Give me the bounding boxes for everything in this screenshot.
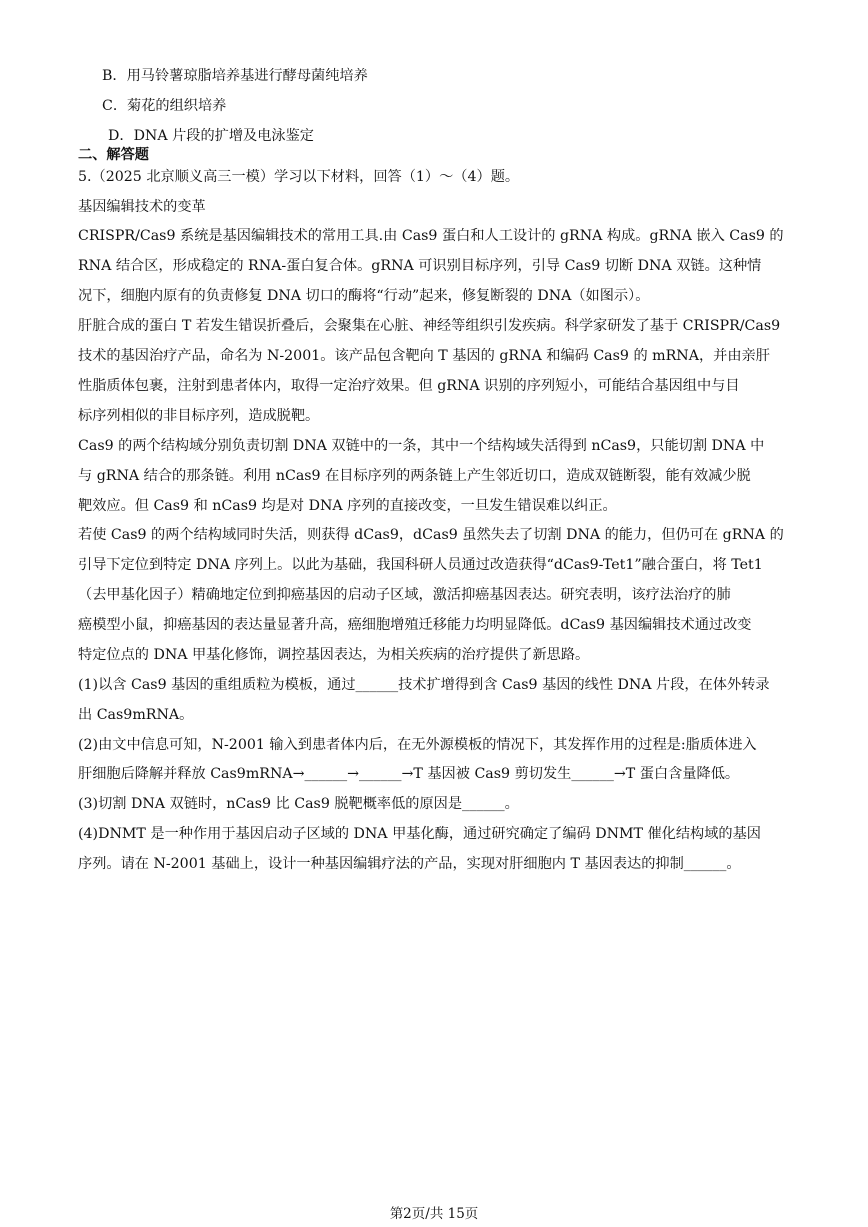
paragraph3-line: 与 gRNA 结合的那条链。利用 nCas9 在目标序列的两条链上产生邻近切口，造成双链断裂，能有效减少脱 — [78, 468, 751, 484]
sub-question-4-line: 序列。请在 N-2001 基础上，设计一种基因编辑疗法的产品，实现对肝细胞内 T 基因表达的抑制______。 — [78, 856, 741, 872]
paragraph4-line: 癌模型小鼠，抑癌基因的表达量显著升高，癌细胞增殖迁移能力均明显降低。dCas9 基因编辑技术通过改变 — [78, 617, 752, 633]
paragraph1-line: CRISPR/Cas9 系统是基因编辑技术的常用工具.由 Cas9 蛋白和人工设计的 gRNA 构成。gRNA 嵌入 Cas9 的 — [78, 228, 784, 244]
paragraph2-line: 性脂质体包裹，注射到患者体内，取得一定治疗效果。但 gRNA 识别的序列短小，可能结合基因组中与目 — [78, 378, 740, 394]
sub-question-2-line: (2)由文中信息可知，N-2001 输入到患者体内后，在无外源模板的情况下，其发挥作用的过程是:脂质体进入 — [78, 737, 757, 753]
paragraph4-line: 若使 Cas9 的两个结构域同时失活，则获得 dCas9，dCas9 虽然失去了切割 DNA 的能力，但仍可在 gRNA 的 — [78, 527, 784, 543]
paragraph3-line: Cas9 的两个结构域分别负责切割 DNA 双链中的一条，其中一个结构域失活得到 nCas9，只能切割 DNA 中 — [78, 438, 765, 454]
paragraph4-line: （去甲基化因子）精确地定位到抑癌基因的启动子区域，激活抑癌基因表达。研究表明，该疗法治疗的肺 — [78, 587, 731, 603]
sub-question-3: (3)切割 DNA 双链时，nCas9 比 Cas9 脱靶概率低的原因是______。 — [78, 796, 519, 812]
paragraph2-line: 技术的基因治疗产品，命名为 N-2001。该产品包含靶向 T 基因的 gRNA 和编码 Cas9 的 mRNA，并由亲肝 — [78, 348, 770, 364]
page-number: 第2页/共 15页 — [389, 1206, 479, 1222]
paragraph2-line: 标序列相似的非目标序列，造成脱靶。 — [78, 408, 320, 424]
material-title: 基因编辑技术的变革 — [78, 199, 206, 215]
sub-question-2-line: 肝细胞后降解并释放 Cas9mRNA→______→______→T 基因被 Cas9 剪切发生______→T 蛋白含量降低。 — [78, 766, 740, 782]
section-heading: 二、解答题 — [78, 147, 149, 163]
paragraph4-line: 引导下定位到特定 DNA 序列上。以此为基础，我国科研人员通过改造获得“dCas9-Tet1”融合蛋白，将 Tet1 — [78, 557, 763, 573]
paragraph2-line: 肝脏合成的蛋白 T 若发生错误折叠后，会聚集在心脏、神经等组织引发疾病。科学家研发了基于 CRISPR/Cas9 — [78, 318, 781, 334]
option-c: C．菊花的组织培养 — [102, 98, 227, 114]
paragraph3-line: 靶效应。但 Cas9 和 nCas9 均是对 DNA 序列的直接改变，一旦发生错误难以纠正。 — [78, 498, 617, 514]
question-intro: 5.（2025 北京顺义高三一模）学习以下材料，回答（1）～（4）题。 — [78, 169, 520, 185]
sub-question-1-line: 出 Cas9mRNA。 — [78, 707, 194, 723]
option-d: D．DNA 片段的扩增及电泳鉴定 — [108, 128, 314, 144]
paragraph1-line: RNA 结合区，形成稳定的 RNA-蛋白复合体。gRNA 可识别目标序列，引导 Cas9 切断 DNA 双链。这种情 — [78, 258, 762, 274]
paragraph1-line: 况下，细胞内原有的负责修复 DNA 切口的酶将“行动”起来，修复断裂的 DNA（如图示）。 — [78, 288, 650, 304]
paragraph4-line: 特定位点的 DNA 甲基化修饰，调控基因表达，为相关疾病的治疗提供了新思路。 — [78, 647, 590, 663]
sub-question-4-line: (4)DNMT 是一种作用于基因启动子区域的 DNA 甲基化酶，通过研究确定了编码 DNMT 催化结构域的基因 — [78, 826, 761, 842]
sub-question-1-line: (1)以含 Cas9 基因的重组质粒为模板，通过______技术扩增得到含 Cas9 基因的线性 DNA 片段，在体外转录 — [78, 677, 770, 693]
option-b: B．用马铃薯琼脂培养基进行酵母菌纯培养 — [102, 68, 368, 84]
